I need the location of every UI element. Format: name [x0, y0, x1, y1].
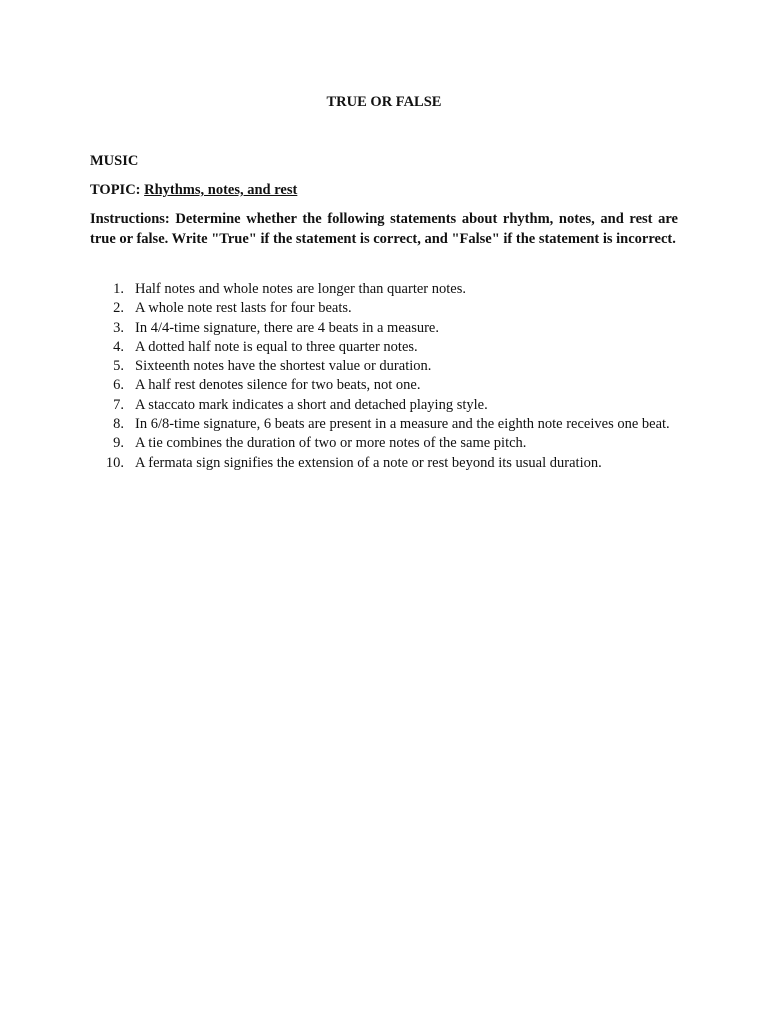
topic-label: TOPIC: — [90, 182, 141, 198]
statement-item — [90, 376, 680, 395]
statement-number: 1. — [113, 281, 124, 297]
statement-item — [90, 396, 680, 415]
statement-item — [90, 434, 680, 453]
statement-number: 6. — [113, 377, 124, 394]
instructions-paragraph: Instructions: Determine whether the following statements about rhythm, notes, and rest are true or false. Write "True" if the statement is correct, and "False" if the statement is incorrect. — [90, 211, 678, 247]
statement-item — [90, 338, 680, 357]
statement-text: Sixteenth notes have the shortest value or duration. — [135, 358, 432, 375]
document-title: TRUE OR FALSE — [326, 94, 442, 110]
statement-text: A tie combines the duration of two or more notes of the same pitch. — [135, 435, 527, 452]
statement-text: A staccato mark indicates a short and detached playing style. — [135, 396, 488, 413]
subject-heading: MUSIC — [90, 153, 139, 169]
statement-number: 4. — [113, 338, 124, 355]
statement-number: 3. — [113, 319, 124, 336]
statement-number: 8. — [113, 416, 124, 433]
statement-number: 7. — [113, 396, 124, 413]
statement-item — [90, 299, 680, 318]
statement-text: Half notes and whole notes are longer than quarter notes. — [135, 281, 466, 297]
topic-line — [90, 181, 297, 200]
statement-item — [90, 454, 680, 473]
statement-number: 9. — [113, 435, 124, 452]
statement-item — [90, 357, 680, 376]
statements-list — [90, 280, 680, 473]
statement-item — [90, 319, 680, 338]
statement-item — [90, 415, 680, 434]
topic-value: Rhythms, notes, and rest — [144, 182, 298, 198]
statement-number: 5. — [113, 358, 124, 375]
statement-text: A dotted half note is equal to three quarter notes. — [135, 338, 418, 355]
statement-text: A fermata sign signifies the extension of a note or rest beyond its usual duration. — [135, 454, 602, 471]
statement-text: A half rest denotes silence for two beats, not one. — [135, 377, 421, 394]
statement-number: 2. — [113, 300, 124, 317]
statement-number: 10. — [105, 454, 124, 471]
statement-text: In 6/8-time signature, 6 beats are present in a measure and the eighth note receives one beat. — [135, 416, 670, 433]
statement-text: A whole note rest lasts for four beats. — [135, 300, 352, 317]
statement-item — [90, 280, 680, 299]
statement-text: In 4/4-time signature, there are 4 beats in a measure. — [135, 319, 439, 336]
